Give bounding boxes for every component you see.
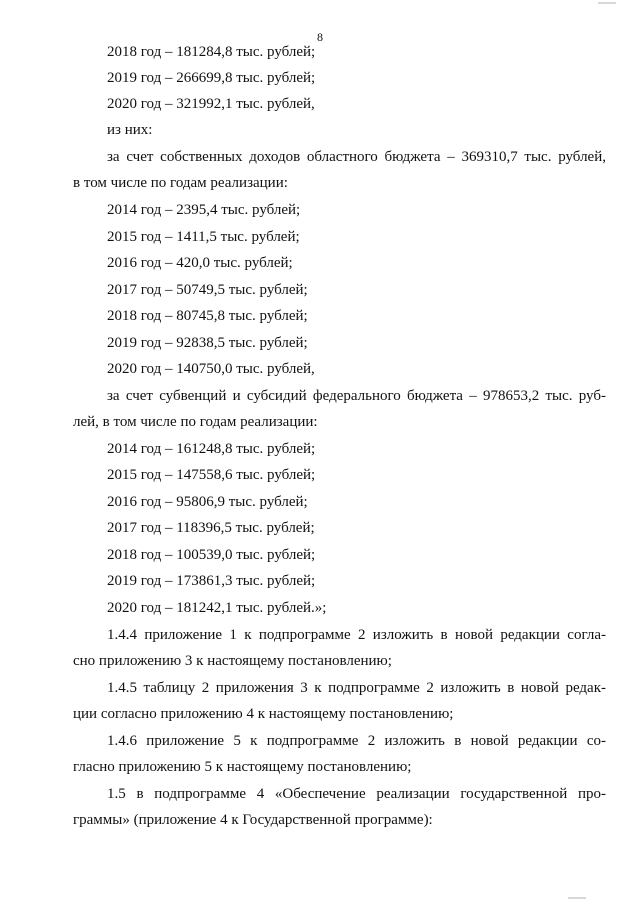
text-line: 1.4.4 приложение 1 к подпрограмме 2 изложить в новой редакции согла- [107,627,606,643]
text-line: 2019 год – 173861,3 тыс. рублей; [107,573,316,589]
text-line: 2020 год – 181242,1 тыс. рублей.»; [107,600,327,616]
text-line: 2019 год – 92838,5 тыс. рублей; [107,335,308,351]
text-line: 2020 год – 321992,1 тыс. рублей, [107,96,315,112]
text-line: 2016 год – 95806,9 тыс. рублей; [107,494,308,510]
text-line: лей, в том числе по годам реализации: [73,414,318,430]
text-line: из них: [107,122,153,138]
text-line: 2015 год – 1411,5 тыс. рублей; [107,229,300,245]
page-number: 8 [317,30,323,44]
text-line: 2014 год – 161248,8 тыс. рублей; [107,441,316,457]
text-line: 2017 год – 118396,5 тыс. рублей; [107,520,315,536]
text-line: в том числе по годам реализации: [73,175,288,191]
text-line: 1.4.5 таблицу 2 приложения 3 к подпрограмме 2 изложить в новой редак- [107,680,606,696]
text-line: 1.5 в подпрограмме 4 «Обеспечение реализации государственной про- [107,786,606,802]
text-line: 2018 год – 80745,8 тыс. рублей; [107,308,308,324]
text-line: сно приложению 3 к настоящему постановлению; [73,653,392,669]
text-line: 2018 год – 100539,0 тыс. рублей; [107,547,316,563]
text-line: 2020 год – 140750,0 тыс. рублей, [107,361,315,377]
scan-mark-top [598,2,616,4]
text-line: за счет собственных доходов областного бюджета – 369310,7 тыс. рублей, [107,149,606,165]
text-line: ции согласно приложению 4 к настоящему постановлению; [73,706,454,722]
text-line: 2014 год – 2395,4 тыс. рублей; [107,202,301,218]
text-line: граммы» (приложение 4 к Государственной программе): [73,812,433,828]
text-line: 2016 год – 420,0 тыс. рублей; [107,255,293,271]
text-line: за счет субвенций и субсидий федерального бюджета – 978653,2 тыс. руб- [107,388,606,404]
text-line: 2015 год – 147558,6 тыс. рублей; [107,467,316,483]
text-line: гласно приложению 5 к настоящему постановлению; [73,759,412,775]
scan-mark-bottom [568,897,586,899]
text-line: 2019 год – 266699,8 тыс. рублей; [107,70,316,86]
text-line: 1.4.6 приложение 5 к подпрограмме 2 изложить в новой редакции со- [107,733,606,749]
text-line: 2017 год – 50749,5 тыс. рублей; [107,282,308,298]
text-line: 2018 год – 181284,8 тыс. рублей; [107,44,316,60]
